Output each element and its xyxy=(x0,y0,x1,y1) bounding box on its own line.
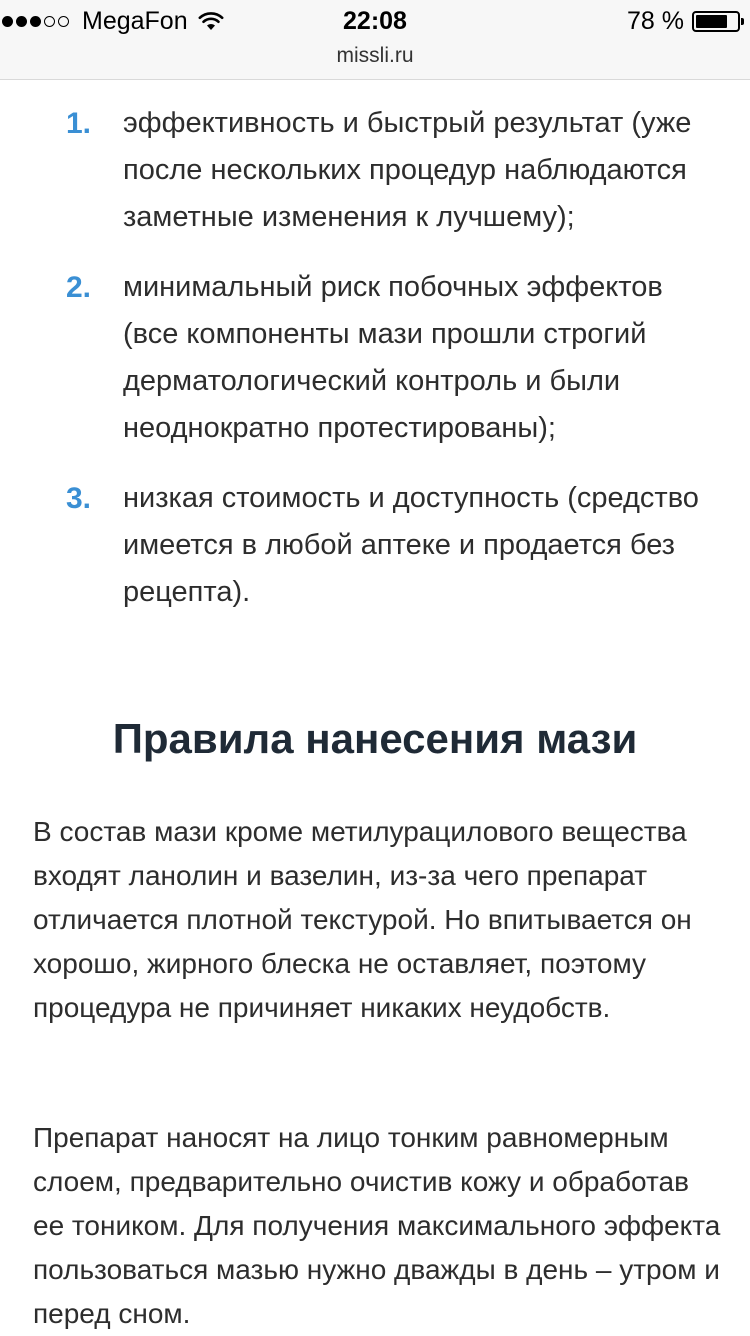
list-item-text: низкая стоимость и доступность (средство имеется в любой аптеке и продается без рецепта). xyxy=(123,482,699,608)
battery-percent: 78 % xyxy=(627,6,684,35)
benefits-list xyxy=(0,100,750,639)
battery-icon xyxy=(692,11,740,32)
status-bar xyxy=(0,0,750,80)
address-bar-url[interactable]: missli.ru xyxy=(336,44,414,67)
carrier-name: MegaFon xyxy=(82,6,188,35)
list-number: 1. xyxy=(66,107,92,140)
status-time: 22:08 xyxy=(343,7,407,35)
list-item-text: минимальный риск побочных эффектов (все компоненты мази прошли строгий дерматологический контроль и были неоднократно протестированы); xyxy=(123,271,663,444)
list-item xyxy=(0,264,750,452)
section-heading: Правила нанесения мази xyxy=(112,715,638,762)
list-number: 3. xyxy=(66,482,92,515)
paragraph: Препарат наносят на лицо тонким равномерным слоем, предварительно очистив кожу и обработав ее тоником. Для получения максимального эффекта пользоваться мазью нужно дважды в день – утром и перед сном. xyxy=(33,1122,721,1329)
paragraph: В состав мази кроме метилурацилового вещества входят ланолин и вазелин, из-за чего препарат отличается плотной текстурой. Но впитывается он хорошо, жирного блеска не оставляет, поэтому процедура не причиняет никаких неудобств. xyxy=(33,816,692,1023)
list-number: 2. xyxy=(66,271,92,304)
list-item xyxy=(0,475,750,616)
status-right xyxy=(627,6,740,36)
list-item-text: эффективность и быстрый результат (уже после нескольких процедур наблюдаются заметные изменения к лучшему); xyxy=(123,107,692,233)
article-content xyxy=(0,80,750,1334)
list-item xyxy=(0,100,750,241)
